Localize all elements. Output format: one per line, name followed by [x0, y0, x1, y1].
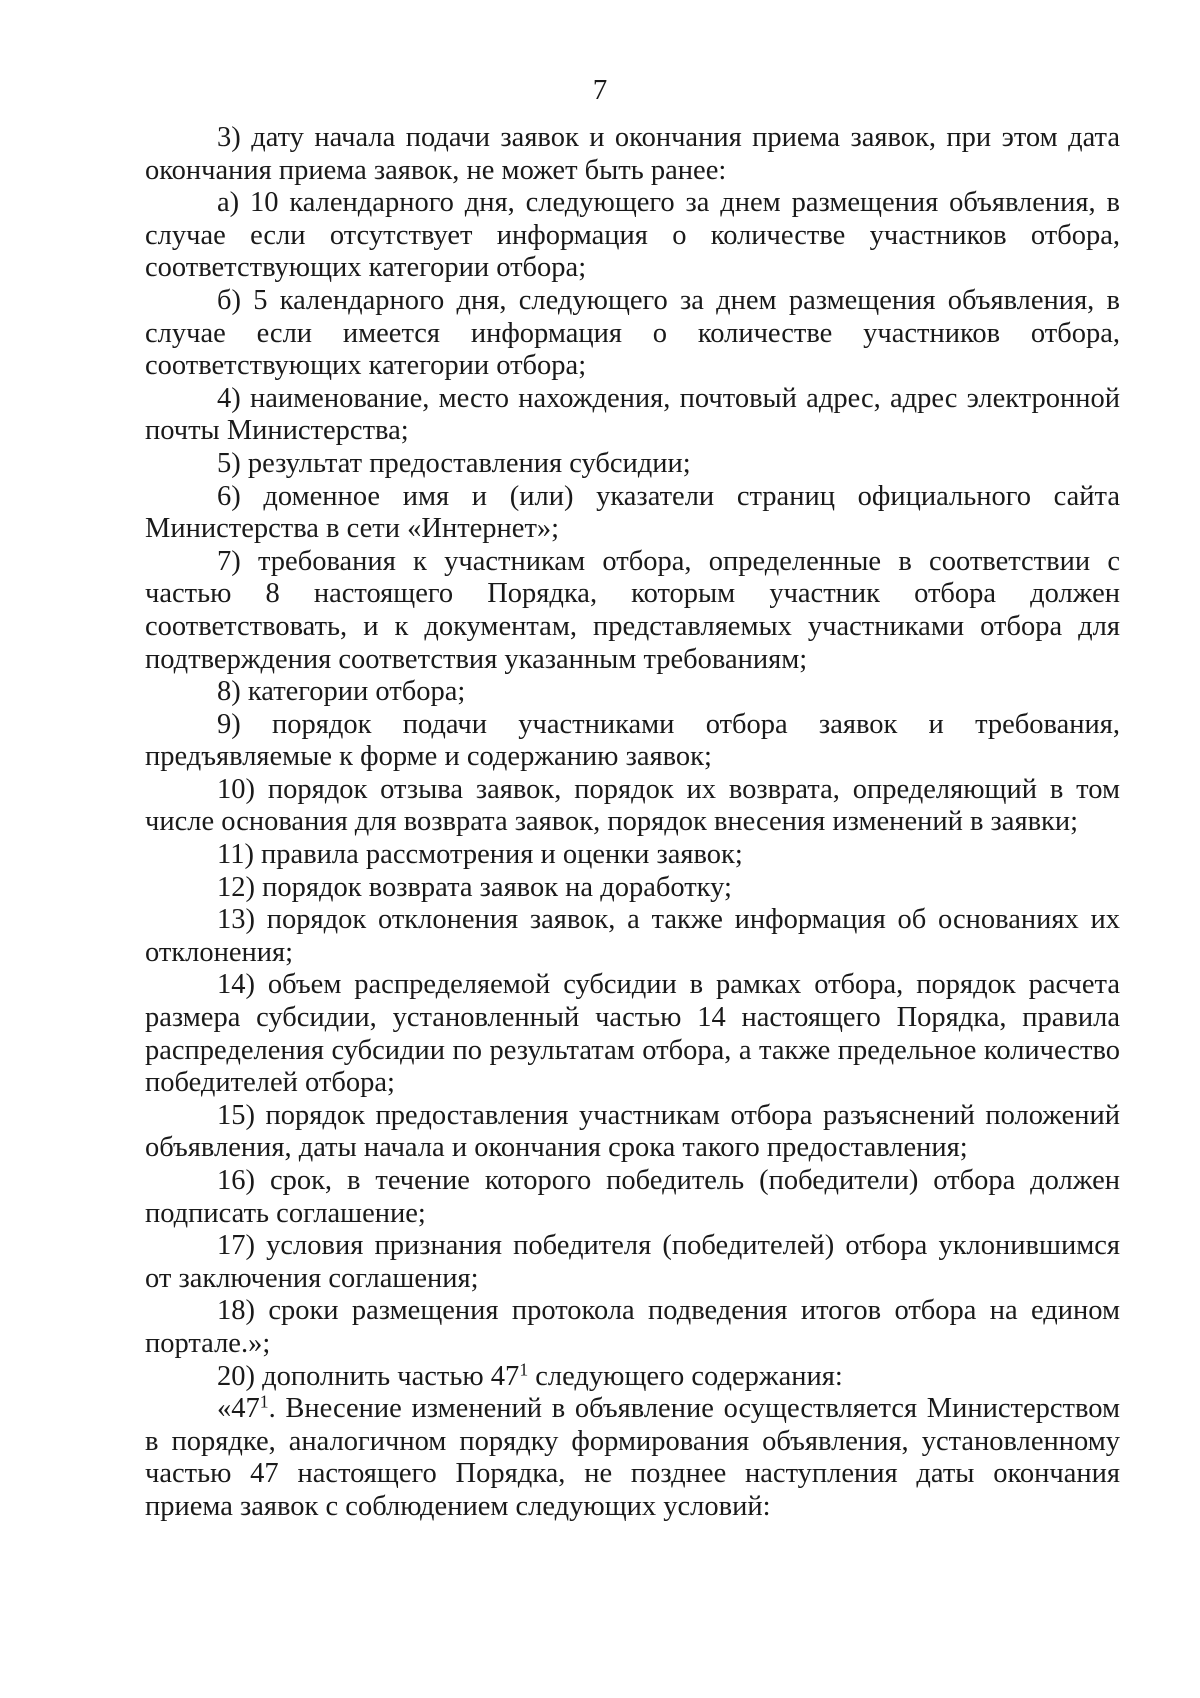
- new-part-text-after: . Внесение изменений в объявление осуществляется Министерством в порядке, аналогичном порядку формирования объявления, установленному частью 47 настоящего Порядка, не позднее наступления даты окончания приема заявок с соблюдением следующих условий:: [145, 1393, 1120, 1522]
- paragraph-13: 13) порядок отклонения заявок, а также информация об основаниях их отклонения;: [145, 904, 1120, 968]
- paragraph-8: 8) категории отбора;: [217, 676, 466, 708]
- amendment-superscript: 1: [519, 1358, 529, 1379]
- document-body: [145, 122, 1120, 1524]
- paragraph-16: 16) срок, в течение которого победитель (победители) отбора должен подписать соглашение;: [145, 1165, 1120, 1229]
- paragraph-18: 18) сроки размещения протокола подведения итогов отбора на едином портале.»;: [145, 1295, 1120, 1359]
- paragraph-3a: а) 10 календарного дня, следующего за днем размещения объявления, в случае если отсутствует информация о количестве участников отбора, соответствующих категории отбора;: [145, 187, 1120, 284]
- paragraph-3: 3) дату начала подачи заявок и окончания приема заявок, при этом дата окончания приема заявок, не может быть ранее:: [145, 122, 1120, 186]
- new-part-text-before: «47: [217, 1393, 260, 1425]
- paragraph-9: 9) порядок подачи участниками отбора заявок и требования, предъявляемые к форме и содержанию заявок;: [145, 708, 1120, 773]
- paragraph-4: 4) наименование, место нахождения, почтовый адрес, адрес электронной почты Министерства;: [145, 382, 1120, 447]
- paragraph-7: 7) требования к участникам отбора, определенные в соответствии с частью 8 настоящего Порядка, которым участник отбора должен соответствовать, и к документам, представляемых участниками отбора для подтверждения соответствия указанным требованиям;: [145, 545, 1120, 675]
- amendment-text-before: 20) дополнить частью 47: [217, 1360, 520, 1392]
- paragraph-12: 12) порядок возврата заявок на доработку;: [217, 871, 732, 903]
- paragraph-15: 15) порядок предоставления участникам отбора разъяснений положений объявления, даты начала и окончания срока такого предоставления;: [145, 1099, 1120, 1164]
- paragraph-10: 10) порядок отзыва заявок, порядок их возврата, определяющий в том числе основания для возврата заявок, порядок внесения изменений в заявки;: [145, 773, 1120, 838]
- new-part-paragraph: [145, 1393, 1120, 1523]
- paragraph-11: 11) правила рассмотрения и оценки заявок;: [217, 839, 743, 871]
- paragraph-14: 14) объем распределяемой субсидии в рамках отбора, порядок расчета размера субсидии, установленный частью 14 настоящего Порядка, правила распределения субсидии по результатам отбора, а также предельное количество победителей отбора;: [145, 969, 1120, 1099]
- amendment-text-after: следующего содержания:: [528, 1360, 843, 1392]
- amendment-paragraph: [145, 1358, 1120, 1394]
- paragraph-5: 5) результат предоставления субсидии;: [217, 447, 691, 479]
- paragraph-3b: б) 5 календарного дня, следующего за днем размещения объявления, в случае если имеется информация о количестве участников отбора, соответствующих категории отбора;: [145, 284, 1120, 382]
- new-part-superscript: 1: [259, 1391, 269, 1412]
- paragraph-6: 6) доменное имя и (или) указатели страниц официального сайта Министерства в сети «Интернет»;: [145, 480, 1120, 545]
- page-number: 7: [592, 74, 608, 106]
- paragraph-17: 17) условия признания победителя (победителей) отбора уклонившимся от заключения соглашения;: [145, 1230, 1120, 1294]
